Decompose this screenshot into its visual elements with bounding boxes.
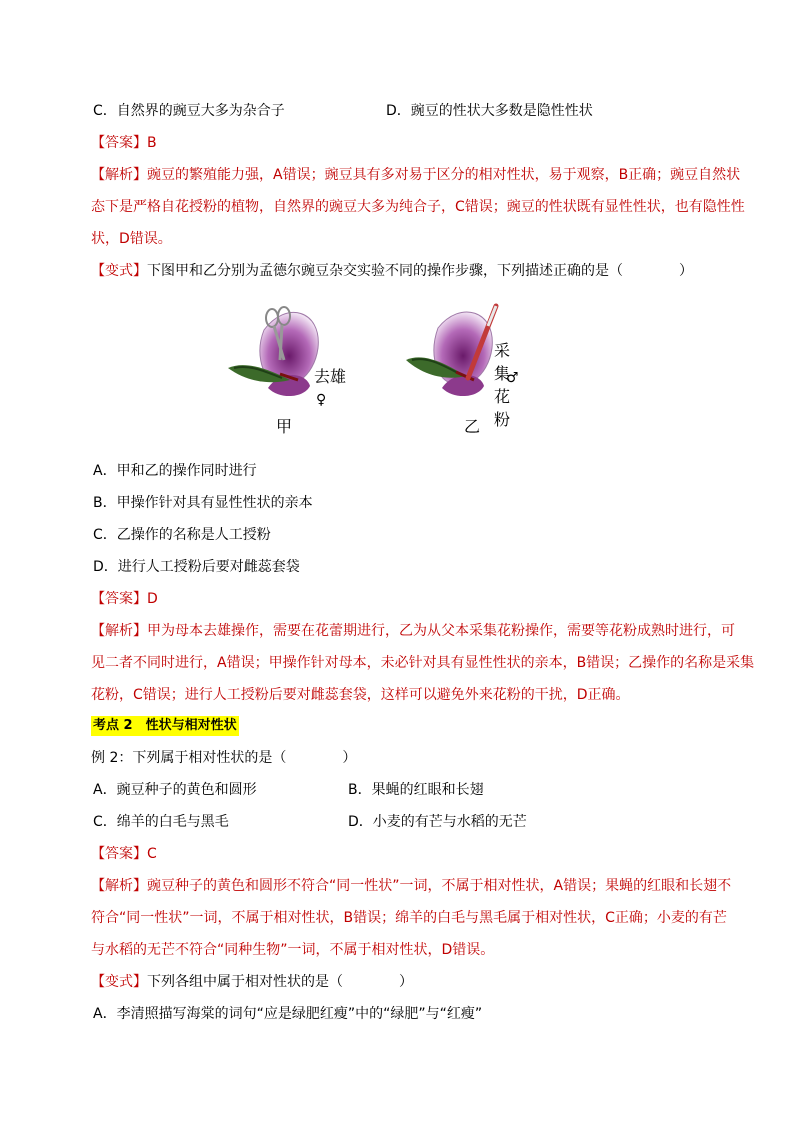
yi-action-label: 采集花粉 <box>494 341 511 429</box>
ex2-option-d: D．小麦的有芒与水稻的无芒 <box>348 814 527 830</box>
analysis-tag: 【解析】 <box>91 623 147 639</box>
v1-analysis-3: 花粉，C错误；进行人工授粉后要对雌蕊套袋，这样可以避免外来花粉的干扰，D正确。 <box>91 687 630 703</box>
v2-option-a: A．李清照描写海棠的词句“应是绿肥红瘦”中的“绿肥”与“红瘦” <box>93 1006 483 1022</box>
q1-option-d: D．豌豆的性状大多数是隐性性状 <box>386 103 593 119</box>
answer-value: D <box>147 591 158 607</box>
v1-analysis-1 <box>91 621 735 641</box>
ex2-stem: 例 2：下列属于相对性状的是（ ） <box>91 750 357 766</box>
v1-analysis-2: 见二者不同时进行，A错误；甲操作针对母本，未必针对具有显性性状的亲本，B错误；乙操作的名称是采集 <box>91 655 755 671</box>
figure-jia <box>226 300 347 436</box>
ex2-answer <box>91 844 731 864</box>
v1-stem-text: 下图甲和乙分别为孟德尔豌豆杂交实验不同的操作步骤，下列描述正确的是（ ） <box>147 263 693 279</box>
analysis-text: 甲为母本去雄操作，需要在花蕾期进行，乙为从父本采集花粉操作，需要等花粉成熟时进行，可 <box>147 623 735 639</box>
ex2-option-b: B．果蝇的红眼和长翅 <box>348 782 484 798</box>
answer-tag: 【答案】 <box>91 591 147 607</box>
v1-option-c: C．乙操作的名称是人工授粉 <box>93 527 271 543</box>
answer-tag: 【答案】 <box>91 135 147 151</box>
q1-analysis-1 <box>91 165 741 185</box>
analysis-text: 豌豆种子的黄色和圆形不符合“同一性状”一词，不属于相对性状，A错误；果蝇的红眼和长翅不 <box>147 878 732 894</box>
jia-caption: 甲 <box>276 417 293 436</box>
answer-value: B <box>147 135 157 151</box>
v1-option-a: A．甲和乙的操作同时进行 <box>93 463 257 479</box>
ex2-analysis-1 <box>91 876 731 896</box>
q1-analysis-2: 态下是严格自花授粉的植物，自然界的豌豆大多为纯合子，C错误；豌豆的性状既有显性性状，也有隐性性 <box>91 199 745 215</box>
v1-option-b: B．甲操作针对具有显性性状的亲本 <box>93 495 313 511</box>
male-symbol: ♂ <box>506 370 519 386</box>
v1-answer <box>91 589 731 609</box>
ex2-option-c: C．绵羊的白毛与黑毛 <box>93 814 229 830</box>
jia-action-label: 去雄 <box>314 367 347 386</box>
analysis-text: 豌豆的繁殖能力强，A错误；豌豆具有多对易于区分的相对性状，易于观察，B正确；豌豆自然状 <box>147 167 741 183</box>
ex2-analysis-2: 符合“同一性状”一词，不属于相对性状，B错误；绵羊的白毛与黑毛属于相对性状，C正确；小麦的有芒 <box>91 910 727 926</box>
yi-caption: 乙 <box>464 417 481 436</box>
v1-option-d: D．进行人工授粉后要对雌蕊套袋 <box>93 559 300 575</box>
answer-value: C <box>147 846 157 862</box>
ex2-option-a: A．豌豆种子的黄色和圆形 <box>93 782 257 798</box>
v1-stem <box>91 261 731 281</box>
ex2-analysis-3: 与水稻的无芒不符合“同种生物”一词，不属于相对性状，D错误。 <box>91 942 495 958</box>
female-symbol: ♀ <box>316 392 327 408</box>
emasculation-flower-illustration <box>226 300 346 418</box>
variant-tag: 【变式】 <box>91 974 147 990</box>
v2-stem <box>91 972 731 992</box>
q1-analysis-3: 状，D错误。 <box>91 231 172 247</box>
q1-answer <box>91 133 731 153</box>
figure-yi <box>404 300 524 436</box>
section-heading: 考点 2 性状与相对性状 <box>91 716 239 736</box>
analysis-tag: 【解析】 <box>91 167 147 183</box>
variant-tag: 【变式】 <box>91 263 147 279</box>
q1-option-c: C．自然界的豌豆大多为杂合子 <box>93 103 285 119</box>
answer-tag: 【答案】 <box>91 846 147 862</box>
analysis-tag: 【解析】 <box>91 878 147 894</box>
v2-stem-text: 下列各组中属于相对性状的是（ ） <box>147 974 413 990</box>
